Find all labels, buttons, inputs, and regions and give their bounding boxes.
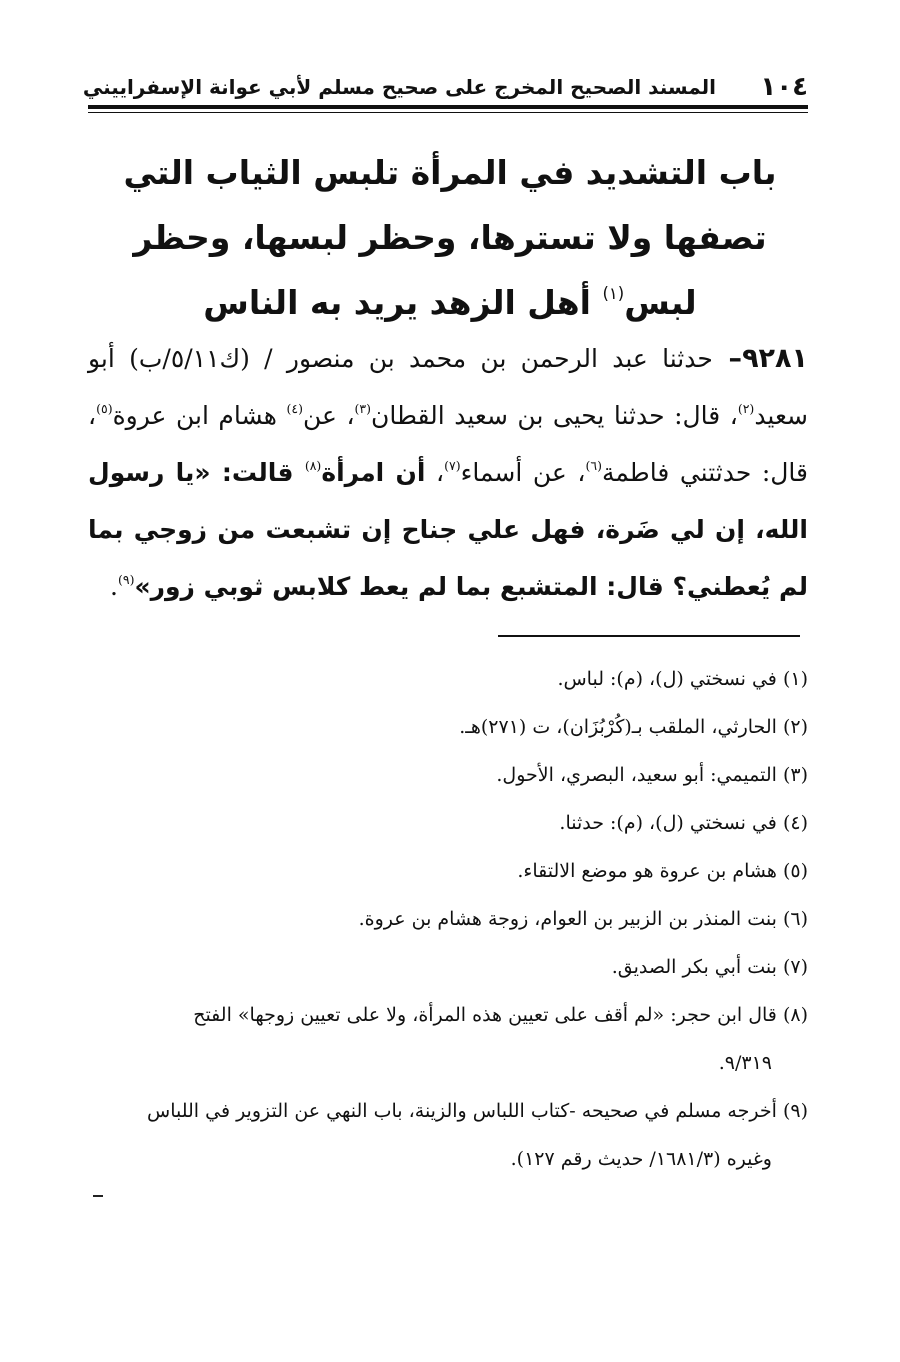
footnote-text: بنت أبي بكر الصديق. bbox=[611, 956, 777, 978]
footnote bbox=[88, 943, 808, 991]
footnote-separator bbox=[498, 635, 800, 637]
footnote-marker: (٧) bbox=[444, 457, 461, 473]
hadith-number: ٩٢٨١ bbox=[742, 343, 808, 374]
footnote-number: (٦) bbox=[782, 908, 808, 930]
footnote-text: في نسختي (ل)، (م): لباس. bbox=[557, 668, 777, 690]
hadith-text: ، قال: حدثتني فاطمة bbox=[88, 401, 808, 487]
hadith-text: ، عن bbox=[303, 401, 355, 430]
footnote bbox=[88, 895, 808, 943]
footnote bbox=[88, 655, 808, 703]
footnote-number: (١) bbox=[782, 668, 808, 690]
footnote bbox=[88, 1087, 808, 1183]
footnote-text: الحارثي، الملقب بـ(كُرْبُزَان)، ت (٢٧١)هـ. bbox=[459, 716, 777, 738]
footnote-marker: (٤) bbox=[286, 400, 303, 416]
footnote-number: (٥) bbox=[782, 860, 808, 882]
running-header bbox=[82, 70, 808, 110]
footnote-number: (٩) bbox=[782, 1100, 808, 1122]
hadith-text: ، عن أسماء bbox=[460, 458, 586, 487]
footnote-text: هشام بن عروة هو موضع الالتقاء. bbox=[517, 860, 777, 882]
footnote-number: (٤) bbox=[782, 812, 808, 834]
header-rule-thick bbox=[88, 105, 808, 109]
running-title: المسند الصحيح المخرج على صحيح مسلم لأبي عوانة الإسفراييني bbox=[82, 75, 716, 99]
hadith-matn: قالت: «يا رسول الله، إن لي ضَرة، فهل علي جناح إن تشبعت من زوجي بما لم يُعطني؟ قال: المتشبع بما لم يعط كلابس ثوبي زور» bbox=[88, 458, 808, 601]
footnote-number: (٨) bbox=[782, 1004, 808, 1026]
hadith-paragraph bbox=[88, 330, 808, 615]
footnote bbox=[88, 799, 808, 847]
footnote-text: التميمي: أبو سعيد، البصري، الأحول. bbox=[496, 764, 777, 786]
footnote-marker: (٣) bbox=[354, 400, 372, 416]
footnote-marker: (٩) bbox=[117, 571, 135, 587]
footnote-marker: (٦) bbox=[585, 457, 602, 473]
hadith-dash: – bbox=[712, 343, 743, 374]
footnote bbox=[88, 991, 808, 1087]
chapter-title bbox=[100, 140, 800, 335]
hadith-end: . bbox=[110, 572, 118, 601]
chapter-title-part1: باب التشديد في المرأة تلبس الثياب التي تصفها ولا تسترها، وحظر لبسها، وحظر لبس bbox=[123, 153, 777, 322]
footnote-number: (٢) bbox=[782, 716, 808, 738]
footnote-continuation: ٩/٣١٩. bbox=[718, 1052, 772, 1074]
hadith-text: ، bbox=[425, 458, 445, 487]
hadith-text: ، قال: حدثنا يحيى بن سعيد القطان bbox=[371, 401, 738, 430]
footnote bbox=[88, 847, 808, 895]
footnote bbox=[88, 751, 808, 799]
footnote-text: بنت المنذر بن الزبير بن العوام، زوجة هشام بن عروة. bbox=[358, 908, 777, 930]
page-edge-mark bbox=[93, 1195, 103, 1197]
footnote-text: أخرجه مسلم في صحيحه -كتاب اللباس والزينة، باب النهي عن التزوير في اللباس bbox=[147, 1100, 777, 1122]
hadith-text: حدثنا عبد الرحمن بن محمد بن منصور / (ك٥/١١/ب) أبو سعيد bbox=[88, 344, 808, 430]
footnote-text: قال ابن حجر: «لم أقف على تعيين هذه المرأة، ولا على تعيين زوجها» الفتح bbox=[193, 1004, 777, 1026]
footnote-marker: (٥) bbox=[96, 400, 113, 416]
hadith-text: هشام ابن عروة bbox=[112, 401, 287, 430]
footnote-marker: (٢) bbox=[737, 400, 755, 416]
footnote-text: في نسختي (ل)، (م): حدثنا. bbox=[559, 812, 777, 834]
footnote-number: (٧) bbox=[782, 956, 808, 978]
header-rule-thin bbox=[88, 112, 808, 113]
footnote bbox=[88, 703, 808, 751]
chapter-title-part2: أهل الزهد يريد به الناس bbox=[203, 283, 603, 322]
footnote-number: (٣) bbox=[782, 764, 808, 786]
page-number: ١٠٤ bbox=[760, 72, 808, 102]
footnote-marker: (١) bbox=[602, 284, 625, 304]
footnotes-list bbox=[88, 655, 808, 1183]
hadith-matn: أن امرأة bbox=[321, 458, 426, 487]
footnote-marker: (٨) bbox=[304, 457, 322, 473]
footnote-continuation: وغيره (١٦٨١/٣/ حديث رقم ١٢٧). bbox=[510, 1148, 772, 1170]
